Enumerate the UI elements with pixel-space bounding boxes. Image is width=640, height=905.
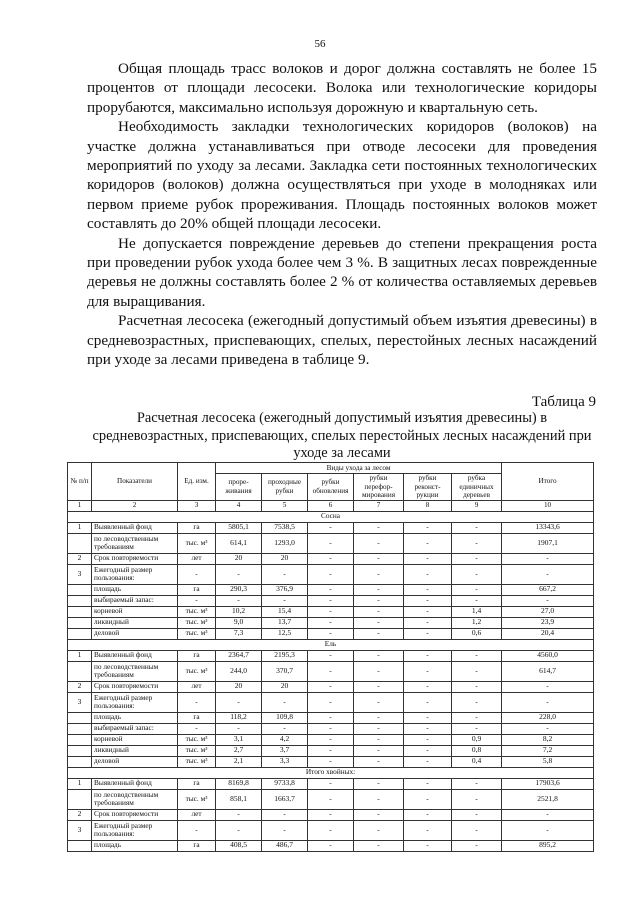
row-value: 15,4 [262, 606, 308, 617]
row-indicator: Выявленный фонд [92, 778, 178, 789]
paragraph: Расчетная лесосека (ежегодный допустимый объем изъятия древесины) в средневозрастных, приспевающих, спелых, перестойных лесных насаждений при уходе за лесами приведена в таблице 9. [87, 312, 597, 369]
table-row [68, 723, 594, 734]
row-value: - [262, 692, 308, 712]
row-total: 2521,8 [502, 789, 594, 809]
row-value: 486,7 [262, 840, 308, 851]
row-value: - [216, 595, 262, 606]
row-value: 0,8 [452, 745, 502, 756]
row-value: - [354, 661, 404, 681]
table-row [68, 734, 594, 745]
header-total: Итого [502, 463, 594, 501]
row-indicator: площадь [92, 584, 178, 595]
row-value: - [404, 564, 452, 584]
row-value: - [262, 564, 308, 584]
row-unit: тыс. м³ [178, 734, 216, 745]
row-value: - [308, 661, 354, 681]
row-value: 3,1 [216, 734, 262, 745]
row-total: 20,4 [502, 628, 594, 639]
row-value: 1,4 [452, 606, 502, 617]
row-total: 7,2 [502, 745, 594, 756]
row-value: - [452, 595, 502, 606]
table-row [68, 617, 594, 628]
row-value: - [452, 661, 502, 681]
row-value: - [354, 840, 404, 851]
row-value: - [452, 584, 502, 595]
row-value: - [452, 681, 502, 692]
row-unit: тыс. м³ [178, 617, 216, 628]
row-value: - [452, 723, 502, 734]
row-value: 1663,7 [262, 789, 308, 809]
row-value: - [308, 745, 354, 756]
header-kind: рубка единичных деревьев [452, 474, 502, 501]
row-value: - [216, 692, 262, 712]
row-value: - [404, 595, 452, 606]
header-indicator: Показатели [92, 463, 178, 501]
row-no: 3 [68, 564, 92, 584]
row-value: 244,0 [216, 661, 262, 681]
row-value: 1293,0 [262, 533, 308, 553]
row-no [68, 712, 92, 723]
row-value: - [404, 756, 452, 767]
row-value: - [404, 661, 452, 681]
row-total: - [502, 553, 594, 564]
row-unit: лет [178, 553, 216, 564]
row-value: - [354, 533, 404, 553]
row-total: 228,0 [502, 712, 594, 723]
row-value: - [354, 617, 404, 628]
row-value: - [354, 734, 404, 745]
row-total: 13343,6 [502, 522, 594, 533]
paragraph: Необходимость закладки технологических коридоров (волоков) на участке должна устанавливаться при отводе лесосеки для проведения мероприятий по уходу за лесами. Закладка сети постоянных технологических коридоров (волоков) должна осуществляться при уходе в молодняках или первом приеме рубок прореживания. Площадь постоянных волоков может составлять до 20% общей площади лесосеки. [87, 118, 597, 233]
row-indicator: ликвидный [92, 745, 178, 756]
row-value: - [452, 692, 502, 712]
table-row [68, 564, 594, 584]
row-no: 2 [68, 809, 92, 820]
row-value: 118,2 [216, 712, 262, 723]
row-value: - [308, 584, 354, 595]
section-title: Сосна [68, 511, 594, 522]
row-no [68, 628, 92, 639]
row-value: 0,9 [452, 734, 502, 745]
row-value: - [216, 809, 262, 820]
row-value: - [404, 789, 452, 809]
row-value: - [404, 840, 452, 851]
header-kind: рубки реконст-рукции [404, 474, 452, 501]
row-indicator: выбираемый запас: [92, 595, 178, 606]
row-value: - [354, 564, 404, 584]
row-value: - [216, 820, 262, 840]
row-value: - [262, 820, 308, 840]
col-number: 6 [308, 500, 354, 511]
col-number: 7 [354, 500, 404, 511]
row-value: - [452, 820, 502, 840]
row-total: - [502, 820, 594, 840]
paragraph: Общая площадь трасс волоков и дорог должна составлять не более 15 процентов от площади лесосеки. Волока или технологические коридоры прорубаются, максимально используя дорожную и квартальную сеть. [87, 60, 597, 116]
row-value: - [308, 628, 354, 639]
row-total: 614,7 [502, 661, 594, 681]
row-unit: - [178, 564, 216, 584]
row-value: - [452, 553, 502, 564]
row-value: - [404, 628, 452, 639]
row-value: 13,7 [262, 617, 308, 628]
col-number: 2 [92, 500, 178, 511]
row-unit: тыс. м³ [178, 756, 216, 767]
col-number: 10 [502, 500, 594, 511]
row-total: 4560,0 [502, 650, 594, 661]
row-total: 17903,6 [502, 778, 594, 789]
table-row [68, 756, 594, 767]
column-number-row [68, 500, 594, 511]
section-row [68, 511, 594, 522]
row-unit: тыс. м³ [178, 628, 216, 639]
section-row [68, 767, 594, 778]
row-value: 12,5 [262, 628, 308, 639]
row-indicator: корневой [92, 734, 178, 745]
row-value: - [308, 533, 354, 553]
header-kind: рубки перефор-мирования [354, 474, 404, 501]
row-unit: тыс. м³ [178, 745, 216, 756]
table-row [68, 661, 594, 681]
row-indicator: площадь [92, 840, 178, 851]
row-value: - [308, 723, 354, 734]
row-value: - [308, 809, 354, 820]
row-value: 5805,1 [216, 522, 262, 533]
row-unit: - [178, 723, 216, 734]
row-value: - [308, 553, 354, 564]
row-total: - [502, 723, 594, 734]
paragraph: Не допускается повреждение деревьев до степени прекращения роста при проведении рубок ухода более чем 3 %. В защитных лесах поврежденные деревья не должны составлять более 2 % от количества оставляемых деревьев для выращивания. [87, 234, 597, 310]
row-no [68, 789, 92, 809]
row-indicator: Срок повторяемости [92, 809, 178, 820]
page-number: 56 [314, 38, 326, 50]
row-no [68, 606, 92, 617]
row-unit: га [178, 778, 216, 789]
row-value: - [404, 745, 452, 756]
row-value: 3,3 [262, 756, 308, 767]
row-no: 2 [68, 553, 92, 564]
row-value: - [354, 553, 404, 564]
row-indicator: по лесоводственным требованиям [92, 789, 178, 809]
row-no [68, 595, 92, 606]
row-value: - [452, 789, 502, 809]
row-unit: тыс. м³ [178, 789, 216, 809]
table-row [68, 778, 594, 789]
table-label: Таблица 9 [531, 394, 596, 410]
col-number: 5 [262, 500, 308, 511]
row-value: 0,4 [452, 756, 502, 767]
row-indicator: Ежегодный размер пользования: [92, 692, 178, 712]
row-value: 7,3 [216, 628, 262, 639]
row-value: - [404, 692, 452, 712]
col-number: 1 [68, 500, 92, 511]
row-value: 20 [216, 553, 262, 564]
row-value: - [308, 840, 354, 851]
row-no [68, 840, 92, 851]
row-value: - [354, 522, 404, 533]
row-indicator: ликвидный [92, 617, 178, 628]
row-unit: тыс. м³ [178, 606, 216, 617]
row-value: - [354, 820, 404, 840]
row-unit: - [178, 595, 216, 606]
row-no: 1 [68, 650, 92, 661]
row-value: - [354, 681, 404, 692]
row-value: - [452, 564, 502, 584]
row-value: 8169,8 [216, 778, 262, 789]
row-value: 109,8 [262, 712, 308, 723]
row-value: 858,1 [216, 789, 262, 809]
row-no [68, 584, 92, 595]
row-value: 2364,7 [216, 650, 262, 661]
row-unit: лет [178, 809, 216, 820]
row-indicator: Выявленный фонд [92, 522, 178, 533]
row-value: - [452, 840, 502, 851]
row-value: - [404, 723, 452, 734]
table-row [68, 584, 594, 595]
row-total: 667,2 [502, 584, 594, 595]
row-total: 8,2 [502, 734, 594, 745]
row-value: - [354, 712, 404, 723]
row-total: 895,2 [502, 840, 594, 851]
row-value: - [404, 533, 452, 553]
table-row [68, 628, 594, 639]
col-number: 8 [404, 500, 452, 511]
row-unit: га [178, 584, 216, 595]
section-title: Итого хвойных: [68, 767, 594, 778]
row-unit: тыс. м³ [178, 533, 216, 553]
row-no: 1 [68, 778, 92, 789]
row-value: 20 [216, 681, 262, 692]
table-row [68, 595, 594, 606]
row-value: - [452, 712, 502, 723]
row-value: 7538,5 [262, 522, 308, 533]
row-value: - [262, 809, 308, 820]
row-no [68, 745, 92, 756]
row-total: 5,8 [502, 756, 594, 767]
row-value: - [354, 789, 404, 809]
header-unit: Ед. изм. [178, 463, 216, 501]
row-no: 2 [68, 681, 92, 692]
row-total: - [502, 809, 594, 820]
row-indicator: Ежегодный размер пользования: [92, 820, 178, 840]
row-indicator: выбираемый запас: [92, 723, 178, 734]
row-value: - [308, 681, 354, 692]
row-value: - [404, 522, 452, 533]
row-value: - [404, 681, 452, 692]
row-value: - [262, 595, 308, 606]
row-value: - [308, 778, 354, 789]
row-value: - [308, 606, 354, 617]
row-unit: га [178, 522, 216, 533]
row-value: 2,7 [216, 745, 262, 756]
table-row [68, 681, 594, 692]
row-value: 2,1 [216, 756, 262, 767]
row-value: - [404, 820, 452, 840]
header-kind: проходные рубки [262, 474, 308, 501]
row-value: - [404, 617, 452, 628]
row-value: - [354, 778, 404, 789]
row-indicator: деловой [92, 756, 178, 767]
row-value: - [452, 522, 502, 533]
row-unit: га [178, 840, 216, 851]
row-indicator: площадь [92, 712, 178, 723]
row-unit: га [178, 650, 216, 661]
row-value: - [404, 650, 452, 661]
row-value: - [354, 723, 404, 734]
row-no [68, 617, 92, 628]
row-value: - [308, 617, 354, 628]
row-value: - [308, 756, 354, 767]
table-header-row [68, 463, 594, 474]
row-value: 4,2 [262, 734, 308, 745]
table-row [68, 606, 594, 617]
table-row [68, 692, 594, 712]
row-indicator: корневой [92, 606, 178, 617]
row-value: - [216, 564, 262, 584]
forest-cut-table [67, 462, 594, 852]
row-total: 1907,1 [502, 533, 594, 553]
row-value: - [452, 650, 502, 661]
row-value: - [308, 789, 354, 809]
table-row [68, 650, 594, 661]
row-value: - [308, 650, 354, 661]
row-value: - [216, 723, 262, 734]
row-value: - [308, 712, 354, 723]
row-total: 23,9 [502, 617, 594, 628]
row-unit: лет [178, 681, 216, 692]
row-unit: тыс. м³ [178, 661, 216, 681]
row-value: - [452, 778, 502, 789]
row-value: - [354, 584, 404, 595]
row-unit: га [178, 712, 216, 723]
row-no [68, 723, 92, 734]
row-value: - [452, 809, 502, 820]
row-no [68, 734, 92, 745]
row-value: - [354, 595, 404, 606]
row-no: 3 [68, 692, 92, 712]
row-no [68, 533, 92, 553]
row-value: 408,5 [216, 840, 262, 851]
section-title: Ель [68, 639, 594, 650]
row-value: 9,0 [216, 617, 262, 628]
row-total: - [502, 681, 594, 692]
row-no: 1 [68, 522, 92, 533]
row-no [68, 661, 92, 681]
row-value: - [354, 692, 404, 712]
row-value: 1,2 [452, 617, 502, 628]
col-number: 3 [178, 500, 216, 511]
header-no: № п/п [68, 463, 92, 501]
row-value: 20 [262, 681, 308, 692]
row-value: - [354, 756, 404, 767]
row-value: 614,1 [216, 533, 262, 553]
row-value: - [404, 778, 452, 789]
row-value: - [262, 723, 308, 734]
row-value: - [404, 712, 452, 723]
row-value: 376,9 [262, 584, 308, 595]
body-text [87, 59, 597, 370]
row-value: - [452, 533, 502, 553]
header-kind: рубки обновления [308, 474, 354, 501]
row-total: - [502, 692, 594, 712]
row-value: 290,3 [216, 584, 262, 595]
row-value: 370,7 [262, 661, 308, 681]
row-value: 9733,8 [262, 778, 308, 789]
row-indicator: Ежегодный размер пользования: [92, 564, 178, 584]
row-value: - [308, 820, 354, 840]
row-indicator: деловой [92, 628, 178, 639]
col-number: 9 [452, 500, 502, 511]
row-value: - [354, 628, 404, 639]
row-value: 3,7 [262, 745, 308, 756]
row-unit: - [178, 820, 216, 840]
row-value: 20 [262, 553, 308, 564]
row-indicator: по лесоводственным требованиям [92, 661, 178, 681]
table-row [68, 745, 594, 756]
row-total: - [502, 564, 594, 584]
row-indicator: Срок повторяемости [92, 553, 178, 564]
table-row [68, 809, 594, 820]
row-indicator: по лесоводственным требованиям [92, 533, 178, 553]
row-value: - [354, 606, 404, 617]
row-value: 2195,3 [262, 650, 308, 661]
row-value: - [308, 734, 354, 745]
row-value: - [354, 745, 404, 756]
table-title: Расчетная лесосека (ежегодный допустимый изъятия древесины) в средневозрастных, приспевающих, спелых перестойных лесных насаждений при уходе за лесами [92, 410, 592, 461]
row-no: 3 [68, 820, 92, 840]
row-value: 10,2 [216, 606, 262, 617]
table-row [68, 789, 594, 809]
row-total: 27,0 [502, 606, 594, 617]
col-number: 4 [216, 500, 262, 511]
header-group: Виды ухода за лесом [216, 463, 502, 474]
row-no [68, 756, 92, 767]
table-row [68, 522, 594, 533]
row-total: - [502, 595, 594, 606]
row-value: - [404, 584, 452, 595]
row-value: - [354, 809, 404, 820]
header-kind: проре-живания [216, 474, 262, 501]
table-row [68, 553, 594, 564]
row-value: - [308, 522, 354, 533]
table-row [68, 820, 594, 840]
row-value: - [308, 595, 354, 606]
table-row [68, 712, 594, 723]
section-row [68, 639, 594, 650]
row-value: 0,6 [452, 628, 502, 639]
row-indicator: Выявленный фонд [92, 650, 178, 661]
row-value: - [354, 650, 404, 661]
row-value: - [404, 734, 452, 745]
table-row [68, 840, 594, 851]
row-value: - [404, 809, 452, 820]
row-value: - [404, 553, 452, 564]
row-unit: - [178, 692, 216, 712]
row-value: - [404, 606, 452, 617]
row-indicator: Срок повторяемости [92, 681, 178, 692]
table-row [68, 533, 594, 553]
row-value: - [308, 692, 354, 712]
row-value: - [308, 564, 354, 584]
